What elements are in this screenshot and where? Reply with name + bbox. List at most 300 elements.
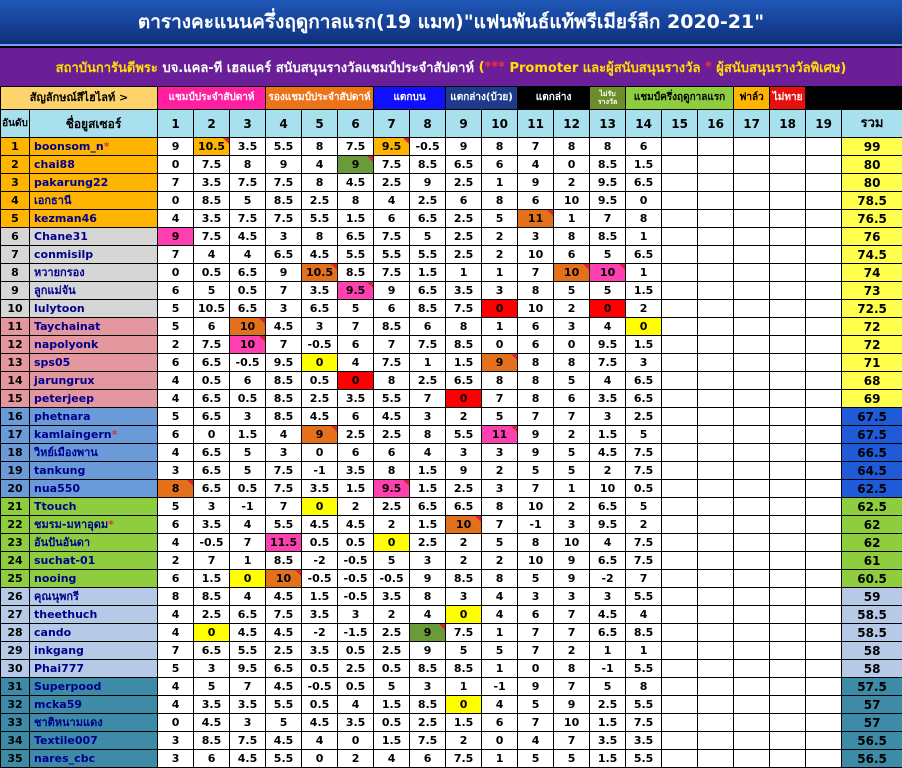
score-cell: 1 <box>482 174 518 192</box>
score-cell: 7 <box>338 318 374 336</box>
score-cell: 6 <box>374 300 410 318</box>
week-header-10: 10 <box>482 110 518 138</box>
score-cell: 4 <box>626 606 662 624</box>
score-cell: 7.5 <box>266 174 302 192</box>
score-cell <box>662 534 698 552</box>
score-cell <box>770 174 806 192</box>
score-cell: 7.5 <box>266 210 302 228</box>
score-cell: 2 <box>374 606 410 624</box>
score-cell: 5 <box>230 462 266 480</box>
score-cell <box>806 714 842 732</box>
score-cell: 9 <box>554 552 590 570</box>
table-row <box>1 570 902 588</box>
total-cell: 74.5 <box>842 246 902 264</box>
score-cell <box>806 156 842 174</box>
score-cell: 1.5 <box>626 282 662 300</box>
score-cell <box>770 138 806 156</box>
score-cell: 5 <box>482 534 518 552</box>
username-cell <box>30 660 158 678</box>
legend-weekly-champ: แชมป์ประจำสัปดาห์ <box>158 87 266 110</box>
score-cell: 6 <box>626 138 662 156</box>
score-cell: 9.5 <box>590 516 626 534</box>
table-row <box>1 624 902 642</box>
table-row <box>1 696 902 714</box>
score-cell <box>770 678 806 696</box>
score-cell: 6 <box>158 426 194 444</box>
score-cell: 7 <box>590 210 626 228</box>
score-cell: 4.5 <box>302 408 338 426</box>
score-cell <box>662 426 698 444</box>
username-text: sps05 <box>34 356 70 369</box>
score-cell <box>770 264 806 282</box>
name-header: ชื่อยูสเซอร์ <box>30 110 158 138</box>
score-cell: 4 <box>590 534 626 552</box>
total-cell: 68 <box>842 372 902 390</box>
rank-cell: 14 <box>1 372 30 390</box>
score-cell: 2.5 <box>374 498 410 516</box>
score-cell: 3 <box>626 354 662 372</box>
username-text: kamlaingern <box>34 428 112 441</box>
table-row <box>1 318 902 336</box>
score-cell: 8 <box>518 354 554 372</box>
week-header-2: 2 <box>194 110 230 138</box>
score-cell: 9.5 <box>590 192 626 210</box>
score-cell: 0 <box>158 192 194 210</box>
table-row <box>1 246 902 264</box>
score-cell: 9 <box>266 156 302 174</box>
rank-cell: 32 <box>1 696 30 714</box>
week-header-1: 1 <box>158 110 194 138</box>
score-cell <box>662 642 698 660</box>
score-cell <box>734 516 770 534</box>
score-cell: 1 <box>590 642 626 660</box>
total-cell: 62.5 <box>842 498 902 516</box>
score-cell: 2.5 <box>446 174 482 192</box>
score-cell <box>770 732 806 750</box>
score-cell <box>698 354 734 372</box>
score-cell <box>806 192 842 210</box>
score-cell: 8 <box>374 372 410 390</box>
score-cell: 7.5 <box>266 606 302 624</box>
score-cell: 9 <box>554 570 590 588</box>
score-cell <box>770 300 806 318</box>
score-cell: 4 <box>230 588 266 606</box>
username-cell <box>30 372 158 390</box>
score-cell <box>770 444 806 462</box>
score-cell <box>806 750 842 768</box>
score-cell: 0 <box>302 354 338 372</box>
score-cell: 6.5 <box>194 408 230 426</box>
username-text: pakarung22 <box>34 176 108 189</box>
score-cell: 1.5 <box>410 516 446 534</box>
score-cell <box>698 372 734 390</box>
score-cell <box>806 282 842 300</box>
score-cell <box>806 426 842 444</box>
score-cell <box>770 228 806 246</box>
score-cell: 0 <box>158 156 194 174</box>
score-cell: 7 <box>518 480 554 498</box>
username-cell <box>30 732 158 750</box>
rank-cell: 33 <box>1 714 30 732</box>
standings-table <box>0 86 902 768</box>
score-cell: 3.5 <box>338 714 374 732</box>
score-cell: 8.5 <box>194 588 230 606</box>
score-cell: 1.5 <box>446 354 482 372</box>
score-cell: 10.5 <box>194 138 230 156</box>
score-cell: 5.5 <box>446 426 482 444</box>
rank-cell: 12 <box>1 336 30 354</box>
score-cell: 0.5 <box>302 660 338 678</box>
score-cell: 8.5 <box>338 264 374 282</box>
score-cell: 6 <box>338 444 374 462</box>
rank-cell: 19 <box>1 462 30 480</box>
score-cell: 0 <box>554 156 590 174</box>
score-cell: 4 <box>230 516 266 534</box>
score-cell: 5 <box>554 372 590 390</box>
score-cell: 7.5 <box>374 354 410 372</box>
score-cell: 4.5 <box>266 318 302 336</box>
table-row <box>1 264 902 282</box>
score-cell: 0.5 <box>374 714 410 732</box>
score-cell: 7.5 <box>194 336 230 354</box>
score-cell: 9.5 <box>374 480 410 498</box>
username-cell <box>30 444 158 462</box>
rank-cell: 13 <box>1 354 30 372</box>
score-cell <box>734 552 770 570</box>
score-cell: 5 <box>626 498 662 516</box>
rank-header: อันดับ <box>1 110 30 138</box>
score-cell <box>806 606 842 624</box>
score-cell: 7.5 <box>374 156 410 174</box>
score-cell: -1 <box>590 660 626 678</box>
score-cell: 2.5 <box>446 480 482 498</box>
score-cell <box>734 624 770 642</box>
score-cell <box>662 714 698 732</box>
score-cell: 3 <box>554 516 590 534</box>
score-cell <box>734 678 770 696</box>
score-cell: 1.5 <box>338 210 374 228</box>
score-cell: 0 <box>338 372 374 390</box>
score-cell <box>734 318 770 336</box>
score-cell <box>698 678 734 696</box>
score-cell: 5 <box>158 318 194 336</box>
table-row <box>1 336 902 354</box>
score-cell: 4.5 <box>266 732 302 750</box>
score-cell: 6 <box>158 282 194 300</box>
score-cell <box>662 624 698 642</box>
week-header-12: 12 <box>554 110 590 138</box>
score-cell: 3 <box>158 750 194 768</box>
week-header-19: 19 <box>806 110 842 138</box>
score-cell: 1 <box>446 678 482 696</box>
score-cell: 6 <box>518 192 554 210</box>
score-cell: 7.5 <box>590 354 626 372</box>
total-cell: 57 <box>842 714 902 732</box>
username-text: jarungrux <box>34 374 95 387</box>
score-cell <box>662 192 698 210</box>
score-cell: 1 <box>554 480 590 498</box>
score-cell: 5.5 <box>410 246 446 264</box>
username-text: conmisilp <box>34 248 93 261</box>
score-cell: 2 <box>554 642 590 660</box>
score-cell: 5 <box>554 444 590 462</box>
score-cell: 2 <box>554 300 590 318</box>
score-cell: 1.5 <box>626 336 662 354</box>
table-row <box>1 300 902 318</box>
score-cell: 3.5 <box>590 390 626 408</box>
table-row <box>1 588 902 606</box>
score-cell <box>734 498 770 516</box>
score-cell: 8 <box>374 462 410 480</box>
score-cell: 8 <box>158 480 194 498</box>
score-cell: 1 <box>230 552 266 570</box>
score-cell: 9.5 <box>338 282 374 300</box>
score-cell: 5 <box>518 570 554 588</box>
score-cell: 4 <box>158 624 194 642</box>
score-cell: 9 <box>518 426 554 444</box>
total-cell: 69 <box>842 390 902 408</box>
score-cell: 8 <box>302 174 338 192</box>
username-cell <box>30 264 158 282</box>
total-cell: 78.5 <box>842 192 902 210</box>
score-cell: 2 <box>158 552 194 570</box>
score-cell: 3 <box>266 300 302 318</box>
total-cell: 80 <box>842 156 902 174</box>
total-header: รวม <box>842 110 902 138</box>
score-cell: 2 <box>446 732 482 750</box>
score-cell <box>698 210 734 228</box>
week-header-5: 5 <box>302 110 338 138</box>
score-cell <box>734 732 770 750</box>
score-cell: 8.5 <box>410 660 446 678</box>
score-cell: 6 <box>158 354 194 372</box>
score-cell <box>806 498 842 516</box>
username-text: kezman46 <box>34 212 97 225</box>
score-cell: 3 <box>338 606 374 624</box>
score-cell: 7 <box>554 732 590 750</box>
username-cell <box>30 174 158 192</box>
username-text: nooing <box>34 572 76 585</box>
score-cell: 6.5 <box>410 498 446 516</box>
score-cell: 0 <box>446 696 482 714</box>
score-cell: 2 <box>482 552 518 570</box>
score-cell: 7 <box>626 570 662 588</box>
score-cell: 4 <box>158 606 194 624</box>
score-cell: 7 <box>518 264 554 282</box>
score-cell: 7 <box>266 336 302 354</box>
score-cell: 7.5 <box>230 732 266 750</box>
username-text: tankung <box>34 464 85 477</box>
score-cell: 4.5 <box>374 408 410 426</box>
score-cell: 5 <box>626 426 662 444</box>
username-cell <box>30 336 158 354</box>
score-cell: 4.5 <box>302 246 338 264</box>
total-cell: 58 <box>842 642 902 660</box>
score-cell: 7.5 <box>626 444 662 462</box>
score-cell <box>698 696 734 714</box>
score-cell: 7.5 <box>410 336 446 354</box>
score-cell <box>662 300 698 318</box>
username-cell <box>30 192 158 210</box>
score-cell: 7 <box>518 624 554 642</box>
score-cell <box>698 138 734 156</box>
week-header-16: 16 <box>698 110 734 138</box>
score-cell: 4 <box>410 444 446 462</box>
username-text: ลูกแม่จัน <box>34 284 76 297</box>
table-row <box>1 174 902 192</box>
score-cell: 8 <box>482 192 518 210</box>
sponsor-text-7: ผู้สนับสนุนรางวัลพิเศษ) <box>716 57 846 78</box>
score-cell: 1.5 <box>410 480 446 498</box>
score-cell <box>698 516 734 534</box>
score-cell: 7.5 <box>230 174 266 192</box>
score-cell: 5.5 <box>338 246 374 264</box>
total-cell: 71 <box>842 354 902 372</box>
score-cell: 0 <box>482 300 518 318</box>
table-row <box>1 444 902 462</box>
score-cell: 7 <box>266 282 302 300</box>
score-cell <box>698 390 734 408</box>
table-row <box>1 156 902 174</box>
rank-cell: 29 <box>1 642 30 660</box>
table-row <box>1 534 902 552</box>
score-cell: 4.5 <box>230 228 266 246</box>
score-cell: 8 <box>554 354 590 372</box>
username-cell <box>30 246 158 264</box>
score-cell: 3.5 <box>194 516 230 534</box>
score-cell: 6 <box>158 570 194 588</box>
table-row <box>1 228 902 246</box>
score-cell: 1 <box>482 750 518 768</box>
score-cell: 2 <box>554 498 590 516</box>
week-header-7: 7 <box>374 110 410 138</box>
score-cell: 5 <box>266 714 302 732</box>
header-row <box>1 110 902 138</box>
week-header-6: 6 <box>338 110 374 138</box>
score-cell <box>698 660 734 678</box>
score-cell: 3 <box>518 228 554 246</box>
username-text: วิหย์เมืองพาน <box>34 446 98 459</box>
score-cell <box>662 390 698 408</box>
score-cell <box>662 516 698 534</box>
score-cell: 5 <box>158 408 194 426</box>
score-cell <box>698 156 734 174</box>
score-cell: 3 <box>266 228 302 246</box>
score-cell <box>698 174 734 192</box>
score-cell <box>662 336 698 354</box>
table-row <box>1 138 902 156</box>
score-cell: -0.5 <box>338 588 374 606</box>
score-cell: 7.5 <box>446 300 482 318</box>
score-cell: 8 <box>230 156 266 174</box>
week-header-17: 17 <box>734 110 770 138</box>
total-cell: 58.5 <box>842 606 902 624</box>
score-cell: 2.5 <box>446 246 482 264</box>
score-cell <box>734 282 770 300</box>
score-cell: 3.5 <box>626 732 662 750</box>
score-cell: 4 <box>482 588 518 606</box>
score-cell: 0 <box>302 498 338 516</box>
score-cell: 3.5 <box>194 696 230 714</box>
score-cell: 4 <box>158 678 194 696</box>
score-cell <box>806 408 842 426</box>
score-cell: 5 <box>158 660 194 678</box>
score-cell: 6.5 <box>590 624 626 642</box>
username-text: Textile007 <box>34 734 98 747</box>
score-cell <box>806 660 842 678</box>
score-cell <box>698 732 734 750</box>
score-cell: 5 <box>518 462 554 480</box>
score-cell: 7.5 <box>410 732 446 750</box>
score-cell: 3.5 <box>302 606 338 624</box>
score-cell <box>770 516 806 534</box>
score-cell: 4 <box>482 606 518 624</box>
rank-cell: 10 <box>1 300 30 318</box>
score-cell: 1.5 <box>590 750 626 768</box>
score-cell: 4.5 <box>266 588 302 606</box>
score-cell: 7 <box>158 174 194 192</box>
score-cell: 3 <box>482 282 518 300</box>
score-cell: 0 <box>374 534 410 552</box>
score-cell: -0.5 <box>230 354 266 372</box>
score-cell: 7.5 <box>446 624 482 642</box>
score-cell <box>734 606 770 624</box>
score-cell: 0 <box>626 192 662 210</box>
score-cell: 9.5 <box>374 138 410 156</box>
score-cell <box>806 174 842 192</box>
rank-cell: 17 <box>1 426 30 444</box>
score-cell: 2.5 <box>374 624 410 642</box>
score-cell <box>770 210 806 228</box>
score-cell <box>734 192 770 210</box>
score-cell: 4 <box>374 750 410 768</box>
username-text: Superpood <box>34 680 101 693</box>
score-cell: 3 <box>482 480 518 498</box>
total-cell: 57 <box>842 696 902 714</box>
score-cell: 5 <box>338 300 374 318</box>
score-cell: 6.5 <box>626 174 662 192</box>
score-cell <box>734 570 770 588</box>
score-cell: 6 <box>518 606 554 624</box>
score-cell: 2 <box>446 408 482 426</box>
sponsor-text-3: ( <box>479 60 485 75</box>
score-cell: 3.5 <box>302 480 338 498</box>
score-cell: 1.5 <box>194 570 230 588</box>
score-cell: 3.5 <box>338 390 374 408</box>
score-cell: 4 <box>302 156 338 174</box>
score-cell: 1.5 <box>626 156 662 174</box>
score-cell <box>734 174 770 192</box>
username-cell <box>30 714 158 732</box>
score-cell: 3 <box>590 408 626 426</box>
score-cell: 8 <box>410 426 446 444</box>
username-text: suchat-01 <box>34 554 95 567</box>
score-cell <box>806 318 842 336</box>
table-row <box>1 480 902 498</box>
score-cell: 1 <box>482 318 518 336</box>
username-text: boonsom_n <box>34 140 104 153</box>
score-cell: 2.5 <box>446 210 482 228</box>
score-cell: 9 <box>518 174 554 192</box>
score-cell: 2 <box>338 498 374 516</box>
score-cell: 1 <box>482 624 518 642</box>
score-cell: 6 <box>446 192 482 210</box>
rank-cell: 23 <box>1 534 30 552</box>
total-cell: 62.5 <box>842 480 902 498</box>
score-cell: 5.5 <box>626 750 662 768</box>
score-cell: 8 <box>626 210 662 228</box>
score-cell: 4 <box>158 696 194 714</box>
